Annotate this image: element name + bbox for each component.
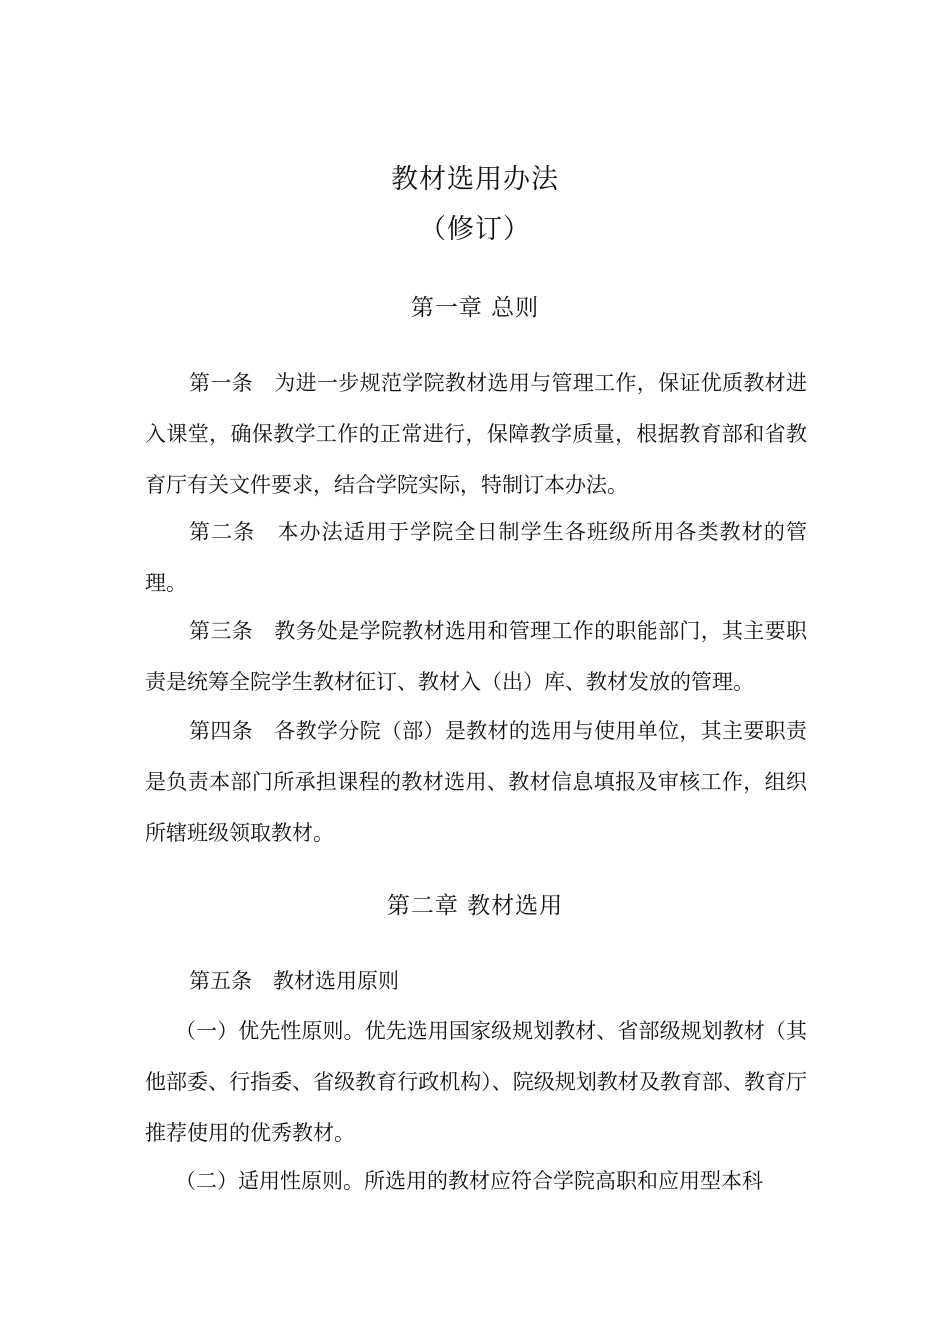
article-2: 第二条 本办法适用于学院全日制学生各班级所用各类教材的管理。 bbox=[145, 520, 807, 595]
article-3: 第三条 教务处是学院教材选用和管理工作的职能部门，其主要职责是统筹全院学生教材征订、教材入（出）库、教材发放的管理。 bbox=[145, 619, 807, 694]
document-title: 教材选用办法 bbox=[391, 164, 559, 195]
document-subtitle: （修订） bbox=[419, 214, 531, 245]
article-4: 第四条 各教学分院（部）是教材的选用与使用单位，其主要职责是负责本部门所承担课程的教材选用、教材信息填报及审核工作，组织所辖班级领取教材。 bbox=[145, 719, 807, 845]
list-item: （二）适用性原则。所选用的教材应符合学院高职和应用型本科 bbox=[175, 1169, 763, 1193]
article-1: 第一条 为进一步规范学院教材选用与管理工作，保证优质教材进入课堂，确保教学工作的正常进行，保障教学质量，根据教育部和省教育厅有关文件要求，结合学院实际，特制订本办法。 bbox=[145, 371, 807, 497]
chapter-heading-2: 第二章 教材选用 bbox=[386, 893, 564, 919]
article-5: 第五条 教材选用原则 bbox=[189, 969, 399, 993]
chapter-heading-1: 第一章 总则 bbox=[410, 295, 540, 321]
list-item: （一）优先性原则。优先选用国家级规划教材、省部级规划教材（其他部委、行指委、省级教育行政机构）、院级规划教材及教育部、教育厅推荐使用的优秀教材。 bbox=[145, 1019, 807, 1145]
